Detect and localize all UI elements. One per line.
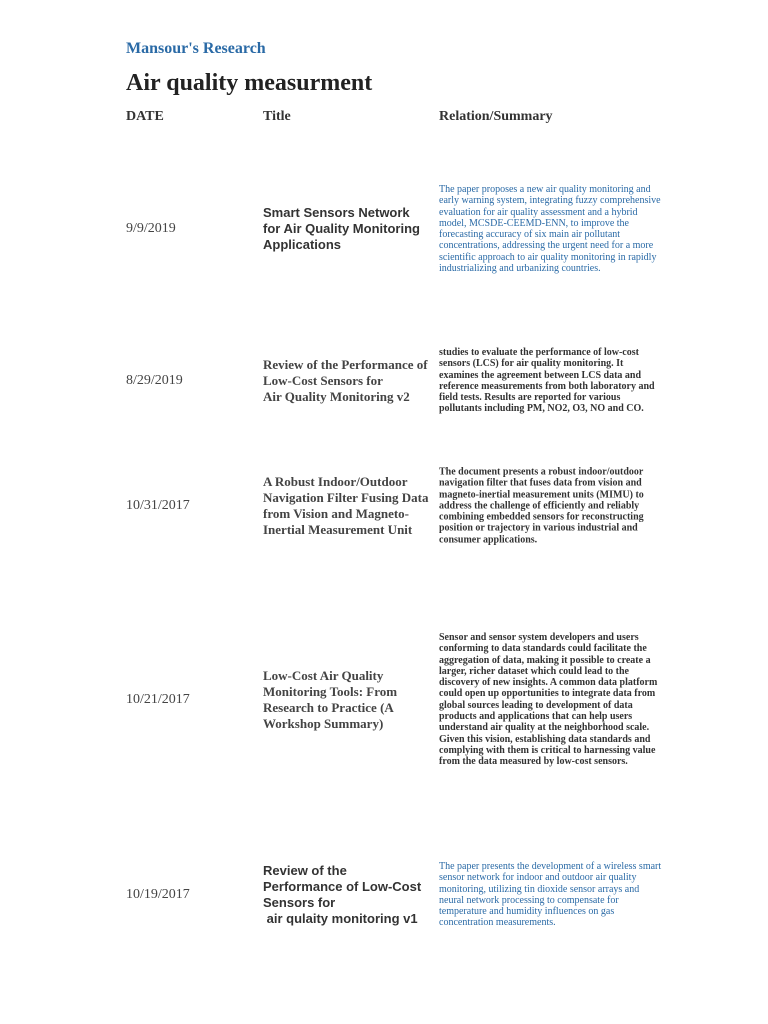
title-line: Workshop Summary): [263, 716, 384, 731]
title-line: Applications: [263, 237, 342, 252]
row-title[interactable]: [263, 205, 435, 253]
table-row: [0, 344, 768, 418]
row-date: 10/21/2017: [126, 692, 190, 707]
table-row: [0, 180, 768, 278]
title-line: Sensors for: [263, 895, 336, 910]
title-line: Low-Cost Air Quality: [263, 668, 384, 683]
row-summary: The document presents a robust indoor/outdoor navigation filter that fuses data from vision and magneto-inertial measurement units (MIMU) to address the challenge of efficiently and reliably combining embedded sensors for reconstructing position or trajectory in various industrial and consumer applications.: [439, 466, 644, 546]
title-line: Monitoring Tools: From: [263, 684, 398, 699]
title-line: Inertial Measurement Unit: [263, 522, 413, 537]
header-title: Title: [263, 109, 291, 124]
row-title[interactable]: [263, 357, 435, 405]
title-line: Navigation Filter Fusing Data: [263, 490, 429, 505]
table-row: [0, 628, 768, 772]
title-line: for Air Quality Monitoring: [263, 221, 420, 236]
row-title[interactable]: [263, 863, 435, 927]
row-date: 10/31/2017: [126, 498, 190, 513]
title-line: Air Quality Monitoring v2: [263, 389, 410, 404]
title-line: Research to Practice (A: [263, 700, 394, 715]
title-line: from Vision and Magneto-: [263, 506, 410, 521]
row-title[interactable]: [263, 668, 435, 732]
title-line: A Robust Indoor/Outdoor: [263, 474, 408, 489]
site-name[interactable]: Mansour's Research: [126, 40, 266, 57]
title-line: Performance of Low-Cost: [263, 879, 422, 894]
row-date: 8/29/2019: [126, 373, 183, 388]
row-date: 10/19/2017: [126, 887, 190, 902]
row-summary: The paper presents the development of a wireless smart sensor network for indoor and outdoor air quality monitoring, utilizing tin dioxide sensor arrays and neural network processing to compensate for temperature and humidity influences on gas concentration measurements.: [439, 861, 662, 929]
table-row: [0, 462, 768, 550]
title-line: Low-Cost Sensors for: [263, 373, 383, 388]
row-summary: studies to evaluate the performance of low-cost sensors (LCS) for air quality monitoring. It examines the agreement between LCS data and reference measurements from both laboratory and field tests. Results are reported for various pollutants including PM, NO2, O3, NO and CO.: [439, 347, 655, 415]
title-line: Smart Sensors Network: [263, 205, 410, 220]
row-date: 9/9/2019: [126, 221, 176, 236]
row-summary: Sensor and sensor system developers and users conforming to data standards could facilitate the aggregation of data, making it possible to create a larger, richer dataset which could lead to the discovery of new insights. A common data platform could open up opportunities to integrate data from global sources leading to development of data products and applications that can help users understand air quality at the neighborhood scale. Given this vision, establishing data standards and complying with them is critical to harnessing value from the data measured by low-cost sensors.: [439, 632, 658, 768]
header-date: DATE: [126, 109, 164, 124]
title-line: Review of the Performance of: [263, 357, 428, 372]
title-line: air qulaity monitoring v1: [263, 911, 418, 926]
row-title[interactable]: [263, 474, 435, 538]
title-line: Review of the: [263, 863, 347, 878]
row-summary: The paper proposes a new air quality monitoring and early warning system, integrating fuzzy comprehensive evaluation for air quality assessment and a hybrid model, MCSDE-CEEMD-ENN, to improve the forecasting accuracy of six main air pollutant concentrations, addressing the urgent need for a more scientific approach to air quality monitoring in rapidly industrializing and urbanizing countries.: [439, 183, 661, 274]
page-title: Air quality measurment: [126, 70, 373, 96]
header-summary: Relation/Summary: [439, 109, 553, 124]
table-row: [0, 856, 768, 934]
